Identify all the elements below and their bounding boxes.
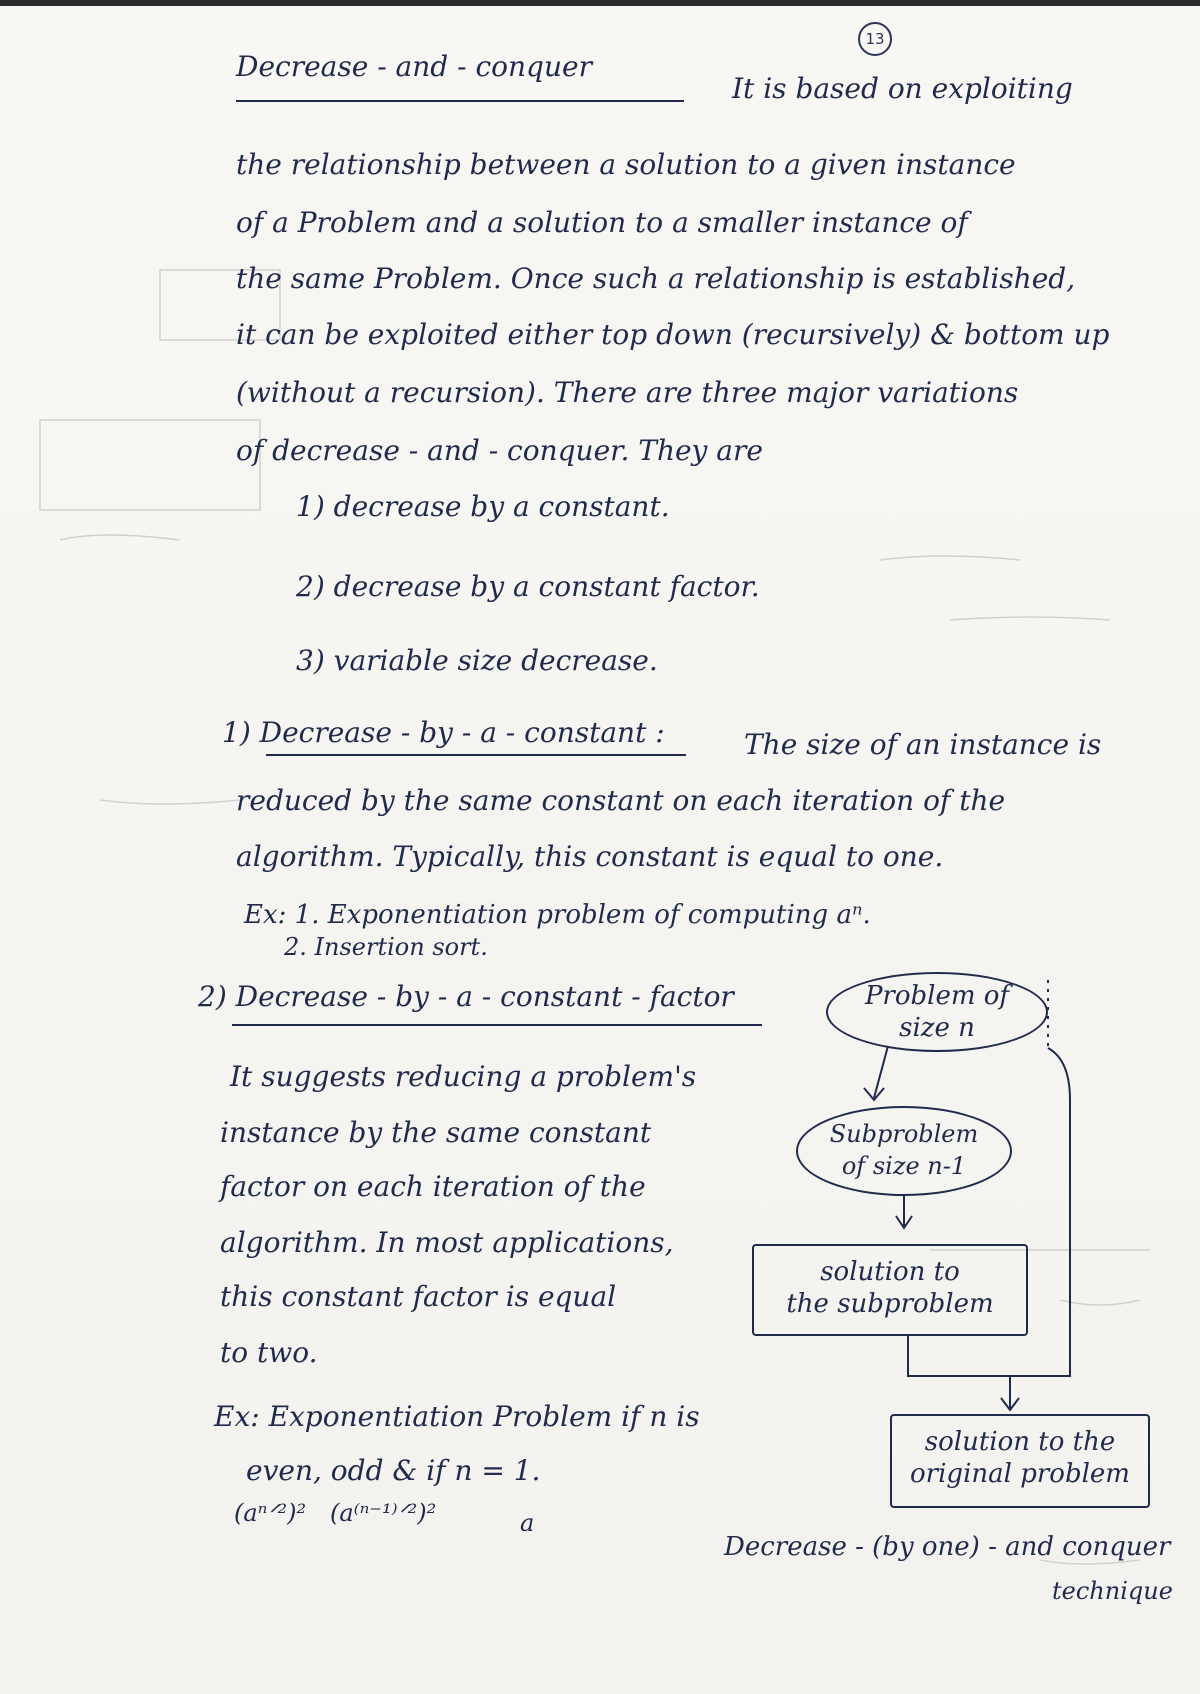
section2-line-3: factor on each iteration of the bbox=[220, 1170, 646, 1203]
section2-example-2: even, odd & if n = 1. bbox=[246, 1454, 541, 1487]
node-subproblem bbox=[796, 1106, 1012, 1196]
section2-example-1: Ex: Exponentiation Problem if n is bbox=[214, 1400, 700, 1433]
intro-line-6: (without a recursion). There are three major variations bbox=[236, 376, 1019, 409]
node-subproblem-solution bbox=[752, 1244, 1028, 1336]
diagram-caption-2: technique bbox=[1052, 1577, 1173, 1605]
section2-line-5: this constant factor is equal bbox=[220, 1280, 617, 1313]
variation-3: 3) variable size decrease. bbox=[296, 644, 658, 677]
node-problem-line-1: Problem of bbox=[864, 981, 1010, 1011]
formula-odd: (a⁽ⁿ⁻¹⁾ᐟ²)² bbox=[330, 1499, 437, 1527]
formula-even: (aⁿᐟ²)² bbox=[234, 1499, 307, 1527]
formula-one: a bbox=[520, 1509, 535, 1537]
section2-title: 2) Decrease - by - a - constant - factor bbox=[198, 980, 734, 1013]
node-orig-solution-line-2: original problem bbox=[910, 1459, 1130, 1489]
node-sub-solution-line-1: solution to bbox=[820, 1257, 960, 1287]
section1-line-2: reduced by the same constant on each iteration of the bbox=[236, 784, 1006, 817]
variation-2: 2) decrease by a constant factor. bbox=[296, 570, 760, 603]
section1-example-2: 2. Insertion sort. bbox=[284, 933, 488, 961]
intro-line-4: the same Problem. Once such a relationship is established, bbox=[236, 262, 1076, 295]
section2-line-4: algorithm. In most applications, bbox=[220, 1226, 674, 1259]
node-orig-solution-line-1: solution to the bbox=[924, 1427, 1116, 1457]
node-sub-solution-line-2: the subproblem bbox=[786, 1289, 994, 1319]
node-problem bbox=[826, 972, 1048, 1052]
node-subproblem-line-2: of size n-1 bbox=[841, 1152, 967, 1180]
section2-line-6: to two. bbox=[220, 1336, 318, 1369]
node-problem-line-2: size n bbox=[899, 1013, 975, 1043]
section1-line-3: algorithm. Typically, this constant is equal to one. bbox=[236, 840, 944, 873]
heading: Decrease - and - conquer bbox=[236, 50, 592, 83]
section1-title: 1) Decrease - by - a - constant : bbox=[222, 716, 665, 749]
node-original-solution bbox=[890, 1414, 1150, 1508]
node-subproblem-line-1: Subproblem bbox=[829, 1120, 979, 1148]
page-number: 13 bbox=[858, 22, 892, 56]
intro-line-5: it can be exploited either top down (recursively) & bottom up bbox=[236, 318, 1110, 351]
intro-line-2: the relationship between a solution to a given instance bbox=[236, 148, 1016, 181]
section2-line-2: instance by the same constant bbox=[220, 1116, 652, 1149]
diagram-caption-1: Decrease - (by one) - and conquer bbox=[724, 1532, 1171, 1562]
section1-example-1: Ex: 1. Exponentiation problem of computing aⁿ. bbox=[244, 900, 871, 930]
intro-line-3: of a Problem and a solution to a smaller instance of bbox=[236, 206, 968, 239]
variation-1: 1) decrease by a constant. bbox=[296, 490, 670, 523]
section2-line-1: It suggests reducing a problem's bbox=[230, 1060, 697, 1093]
section1-line-1: The size of an instance is bbox=[744, 728, 1102, 761]
intro-line-7: of decrease - and - conquer. They are bbox=[236, 434, 763, 467]
intro-line-1: It is based on exploiting bbox=[732, 72, 1073, 105]
